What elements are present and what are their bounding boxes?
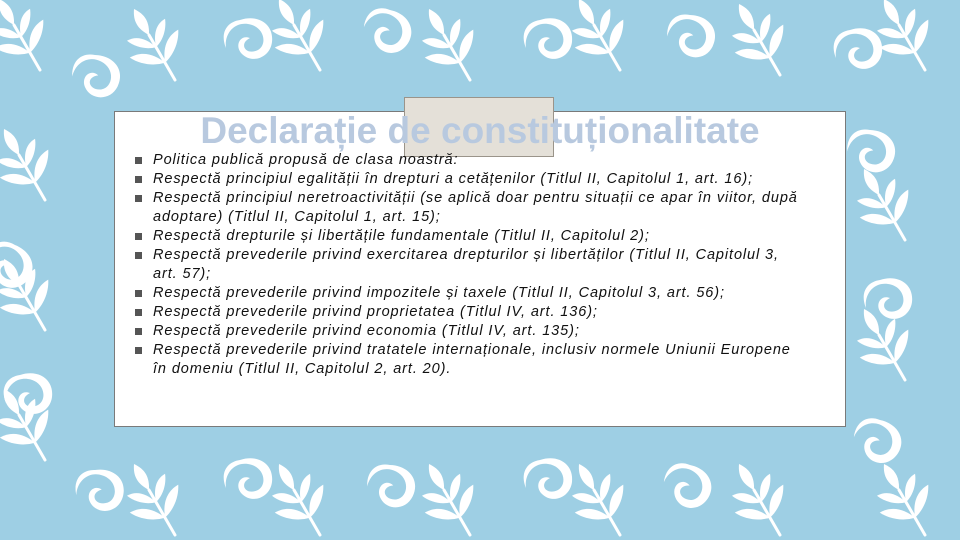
list-item [133,303,803,322]
list-item-text: Respectă prevederile privind economia (Titlul IV, art. 135); [153,323,580,339]
list-item-text: Politica publică propusă de clasa noastră: [153,152,459,168]
list-item [133,284,803,303]
list-item [133,227,803,246]
list-item [133,246,803,284]
list-item-text: Respectă prevederile privind exercitarea drepturilor și libertăților (Titlul II, Capitolul 3, art. 57); [153,247,779,282]
square-bullet-icon [135,328,142,335]
square-bullet-icon [135,233,142,240]
square-bullet-icon [135,309,142,316]
list-item-text: Respectă principiul egalității în drepturi a cetățenilor (Titlul II, Capitolul 1, art. 16); [153,171,753,187]
list-item [133,341,803,379]
list-item-text: Respectă drepturile și libertățile fundamentale (Titlul II, Capitolul 2); [153,228,650,244]
list-item [133,151,803,170]
list-item [133,170,803,189]
square-bullet-icon [135,157,142,164]
list-item [133,189,803,227]
list-item-text: Respectă prevederile privind impozitele și taxele (Titlul II, Capitolul 3, art. 56); [153,285,725,301]
list-item-text: Respectă prevederile privind proprietatea (Titlul IV, art. 136); [153,304,598,320]
square-bullet-icon [135,252,142,259]
list-item [133,322,803,341]
list-item-text: Respectă prevederile privind tratatele internaționale, inclusiv normele Uniunii Europene în domeniu (Titlul II, Capitolul 2, art. 20). [153,342,791,377]
list-item-text: Respectă principiul neretroactivității (se aplică doar pentru situații ce apar în viitor, după adoptare) (Titlul II, Capitolul 1, art. 15); [153,190,798,225]
bullet-list [133,151,803,379]
square-bullet-icon [135,195,142,202]
square-bullet-icon [135,290,142,297]
square-bullet-icon [135,347,142,354]
slide-title: Declarație de constituționalitate [200,110,760,151]
square-bullet-icon [135,176,142,183]
